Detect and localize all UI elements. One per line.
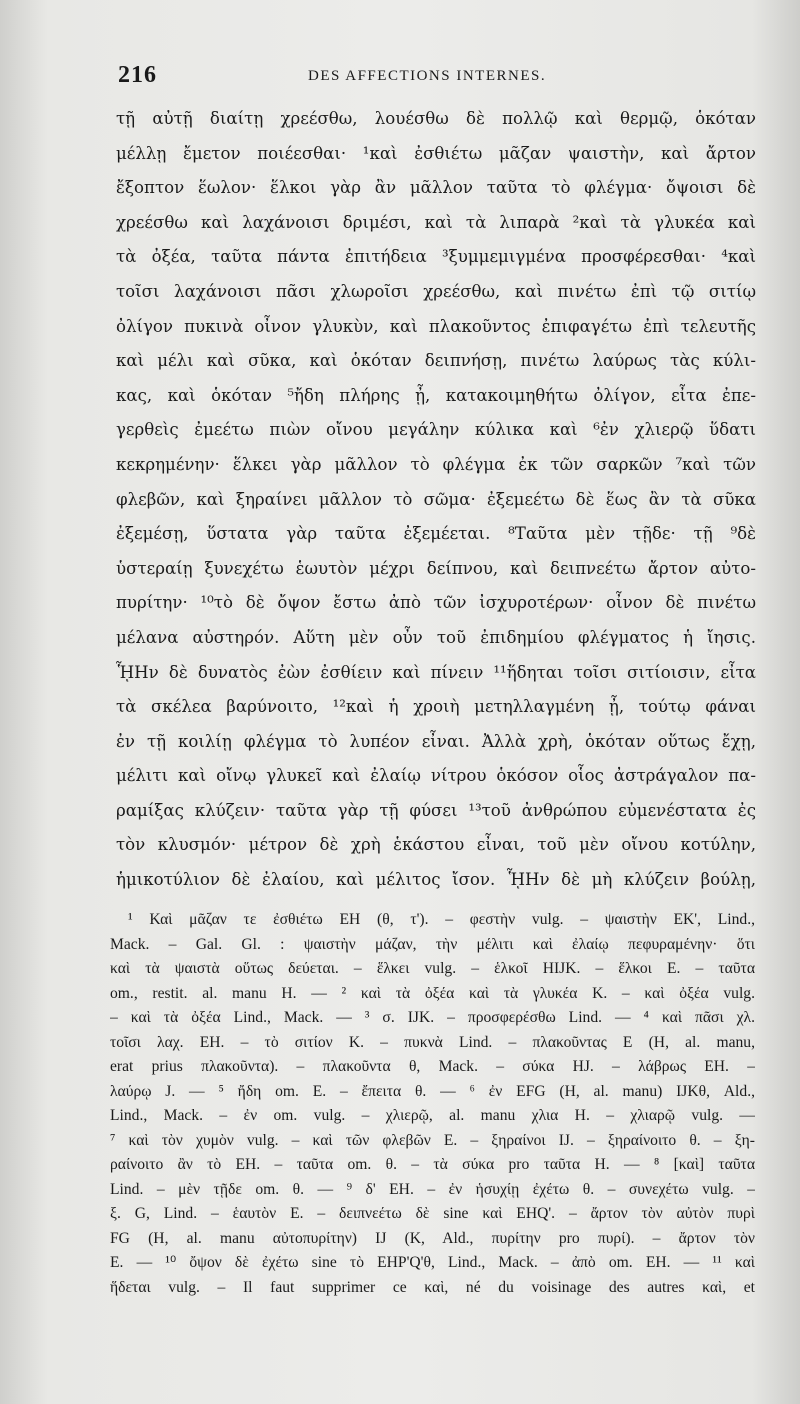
footnote-line: FG (H, al. manu αὐτοπυρίτην) IJ (K, Ald., πυρίτην pro πυρί). – ἄρτον τὸν <box>110 1229 755 1247</box>
page-header <box>118 62 758 92</box>
text-line: ἡμικοτύλιον δὲ ἐλαίου, καὶ μέλιτος ἴσον. ᾟΗν δὲ μὴ κλύζειν βούλῃ, <box>116 870 756 890</box>
text-line: χρεέσθω καὶ λαχάνοισι δριμέσι, καὶ τὰ λιπαρὰ ²καὶ τὰ γλυκέα καὶ <box>116 212 756 232</box>
footnote-line: ἥδεται vulg. – Il faut supprimer ce καὶ, né du voisinage des autres καὶ, et <box>110 1278 755 1296</box>
text-line: μέλλῃ ἔμετον ποιέεσθαι· ¹καὶ ἐσθιέτω μᾶζαν ψαιστὴν, καὶ ἄρτον <box>116 143 756 163</box>
text-line: τὸν κλυσμόν· μέτρον δὲ χρὴ ἑκάστου εἶναι, τοῦ μὲν οἴνου κοτύλην, <box>116 835 756 855</box>
text-line: ἐξεμέσῃ, ὕστατα γὰρ ταῦτα ἐξεμέεται. ⁸Ταῦτα μὲν τῇδε· τῇ ⁹δὲ <box>116 524 756 544</box>
footnote-line: Lind. – μὲν τῇδε om. θ. — ⁹ δ' EH. – ἐν ἡσυχίῃ ἐχέτω θ. – συνεχέτω vulg. – <box>110 1180 755 1198</box>
footnote-line: erat prius πλακοῦντα). – πλακοῦντα θ, Mack. – σύκα HJ. – λάβρως EH. – <box>110 1058 755 1075</box>
text-line: γερθεὶς ἐμεέτω πιὼν οἴνου μεγάλην κύλικα καὶ ⁶ἐν χλιερῷ ὕδατι <box>116 420 756 440</box>
text-line: πυρίτην· ¹⁰τὸ δὲ ὄψον ἔστω ἀπὸ τῶν ἰσχυροτέρων· οἶνον δὲ πινέτω <box>116 593 756 613</box>
footnote-line: ξ. G, Lind. – ἑαυτὸν E. – δειπνεέτω δὲ sine καὶ EHQ'. – ἄρτον τὸν αὐτὸν πυρὶ <box>110 1205 755 1222</box>
footnotes <box>110 908 755 1300</box>
text-line: κεκρημένην· ἕλκει γὰρ μᾶλλον τὸ φλέγμα ἐκ τῶν σαρκῶν ⁷καὶ τῶν <box>116 454 756 474</box>
text-line: μέλιτι καὶ οἴνῳ γλυκεῖ καὶ ἐλαίῳ νίτρου ὁκόσον οἷος ἀστράγαλον πα- <box>116 766 756 786</box>
footnote-line: – καὶ τὰ ὀξέα Lind., Mack. — ³ σ. IJK. – προσφερέσθω Lind. — ⁴ καὶ πᾶσι χλ. <box>110 1009 755 1026</box>
text-line: ὀλίγον πυκινὰ οἶνον γλυκὺν, καὶ πλακοῦντος ἐπιφαγέτω ἐπὶ τελευτῆς <box>116 316 756 336</box>
text-line: τοῖσι λαχάνοισι πᾶσι χλωροῖσι χρεέσθω, καὶ πινέτω ἐπὶ τῷ σιτίῳ <box>116 281 756 301</box>
main-text <box>116 102 756 898</box>
text-line: ὑστεραίῃ ξυνεχέτω ἑωυτὸν μέχρι δείπνου, καὶ δειπνεέτω ἄρτον αὐτο- <box>116 558 756 578</box>
footnote-line: om., restit. al. manu H. — ² καὶ τὰ ὀξέα καὶ τὰ γλυκέα K. – καὶ ὀξέα vulg. <box>110 984 755 1002</box>
text-line: καὶ μέλι καὶ σῦκα, καὶ ὁκόταν δειπνήσῃ, πινέτω λαύρως τὰς κύλι- <box>116 351 756 371</box>
footnote-line: ραίνοιτο ἂν τὸ EH. – ταῦτα om. θ. – τὰ σύκα pro ταῦτα H. — ⁸ [καὶ] ταῦτα <box>110 1156 755 1173</box>
text-line: φλεβῶν, καὶ ξηραίνει μᾶλλον τὸ σῶμα· ἐξεμεέτω δὲ ἕως ἂν τὰ σῦκα <box>116 489 756 509</box>
text-line: μέλανα αὐστηρόν. Αὕτη μὲν οὖν τοῦ ἐπιδημίου φλέγματος ἡ ἴησις. <box>116 627 756 647</box>
text-line: τὰ ὀξέα, ταῦτα πάντα ἐπιτήδεια ³ξυμμεμιγμένα προσφέρεσθαι· ⁴καὶ <box>116 247 756 267</box>
footnote-line: Lind., Mack. – ἐν om. vulg. – χλιερῷ, al. manu χλια H. – χλιαρῷ vulg. — <box>110 1107 755 1124</box>
footnote-line: E. — ¹⁰ ὄψον δὲ ἐχέτω sine τὸ EHP'Q'θ, Lind., Mack. – ἀπὸ om. EH. — ¹¹ καὶ <box>110 1254 755 1271</box>
footnote-line: λαύρῳ J. — ⁵ ἤδη om. E. – ἔπειτα θ. — ⁶ ἐν EFG (H, al. manu) IJKθ, Ald., <box>110 1082 755 1100</box>
footnote-line: ¹ Καὶ μᾶζαν τε ἐσθιέτω EH (θ, τ'). – φεστὴν vulg. – ψαιστὴν EK', Lind., <box>128 911 755 928</box>
text-line: ραμίξας κλύζειν· ταῦτα γὰρ τῇ φύσει ¹³τοῦ ἀνθρώπου εὐμενέστατα ἐς <box>116 800 756 820</box>
text-line: κας, καὶ ὁκόταν ⁵ἤδη πλήρης ᾖ, κατακοιμηθήτω ὀλίγον, εἶτα ἐπε- <box>116 385 756 405</box>
footnote-line: καὶ τὰ ψαιστὰ οὕτως δεύεται. – ἕλκει vulg. – ἑλκοῖ HIJK. – ἕλκοι E. – ταῦτα <box>110 960 755 977</box>
page-number: 216 <box>118 62 157 88</box>
text-line: τῇ αὐτῇ διαίτῃ χρεέσθω, λουέσθω δὲ πολλῷ καὶ θερμῷ, ὁκόταν <box>116 109 756 128</box>
footnote-line: Mack. – Gal. Gl. : ψαιστὴν μάζαν, τὴν μέλιτι καὶ ἐλαίῳ πεφυραμένην· ὅτι <box>110 935 755 953</box>
text-line: ἔξοπτον ἕωλον· ἕλκοι γὰρ ἂν μᾶλλον ταῦτα τὸ φλέγμα· ὄψοισι δὲ <box>116 178 756 198</box>
footnote-line: τοῖσι λαχ. EH. – τὸ σιτίον K. – πυκνὰ Lind. – πλακοῦντας E (H, al. manu, <box>110 1033 755 1051</box>
footnote-line: ⁷ καὶ τὸν χυμὸν vulg. – καὶ τῶν φλεβῶν E. – ξηραίνοι IJ. – ξηραίνοιτο θ. – ξη- <box>110 1131 755 1149</box>
running-head: DES AFFECTIONS INTERNES. <box>308 68 547 84</box>
text-line: ᾟΗν δὲ δυνατὸς ἐὼν ἐσθίειν καὶ πίνειν ¹¹ἥδηται τοῖσι σιτίοισιν, εἶτα <box>116 662 756 682</box>
text-line: ἐν τῇ κοιλίῃ φλέγμα τὸ λυπέον εἶναι. Ἀλλὰ χρὴ, ὁκόταν οὕτως ἔχῃ, <box>116 731 756 751</box>
text-line: τὰ σκέλεα βαρύνοιτο, ¹²καὶ ἡ χροιὴ μετηλλαγμένη ᾖ, τούτῳ φάναι <box>116 697 756 717</box>
